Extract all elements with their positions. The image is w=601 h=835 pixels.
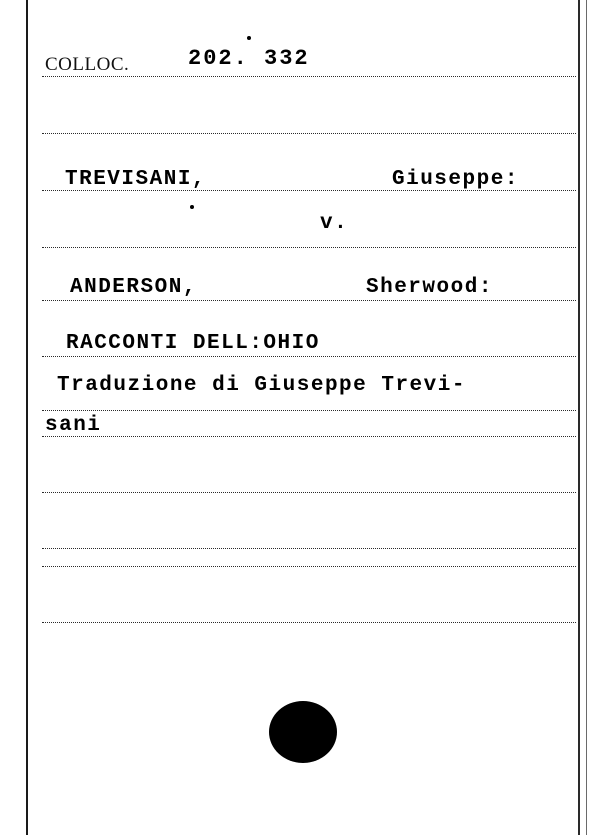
ink-speck-mid <box>190 205 194 209</box>
entry-title: RACCONTI DELL:OHIO <box>66 332 320 355</box>
rule-line-6 <box>42 356 576 357</box>
entry-author-1: TREVISANI, <box>65 168 207 191</box>
entry-note-line-2: sani <box>45 414 102 437</box>
rule-line-2 <box>42 133 576 134</box>
shelfmark-label: COLLOC. <box>45 54 130 75</box>
rule-line-12 <box>42 622 576 623</box>
card-left-margin <box>0 0 26 835</box>
card-border-right <box>578 0 580 835</box>
shelfmark-value: 202. 332 <box>188 46 310 71</box>
entry-forename-2: Sherwood: <box>366 276 493 299</box>
rule-line-1 <box>42 76 576 77</box>
rule-line-11 <box>42 566 576 567</box>
rule-line-7 <box>42 410 576 411</box>
rule-line-5 <box>42 300 576 301</box>
card-right-margin <box>581 0 601 835</box>
entry-forename-1: Giuseppe: <box>392 168 519 191</box>
rule-line-9 <box>42 492 576 493</box>
card-border-left <box>26 0 28 835</box>
card-border-right-inner <box>586 0 587 835</box>
entry-author-2: ANDERSON, <box>70 276 197 299</box>
punch-hole <box>269 701 337 763</box>
entry-see-reference: v. <box>320 212 349 235</box>
rule-line-8 <box>42 436 576 437</box>
entry-note-line-1: Traduzione di Giuseppe Trevi- <box>57 374 466 397</box>
rule-line-10 <box>42 548 576 549</box>
rule-line-4 <box>42 247 576 248</box>
ink-speck-shelfmark <box>247 36 251 40</box>
